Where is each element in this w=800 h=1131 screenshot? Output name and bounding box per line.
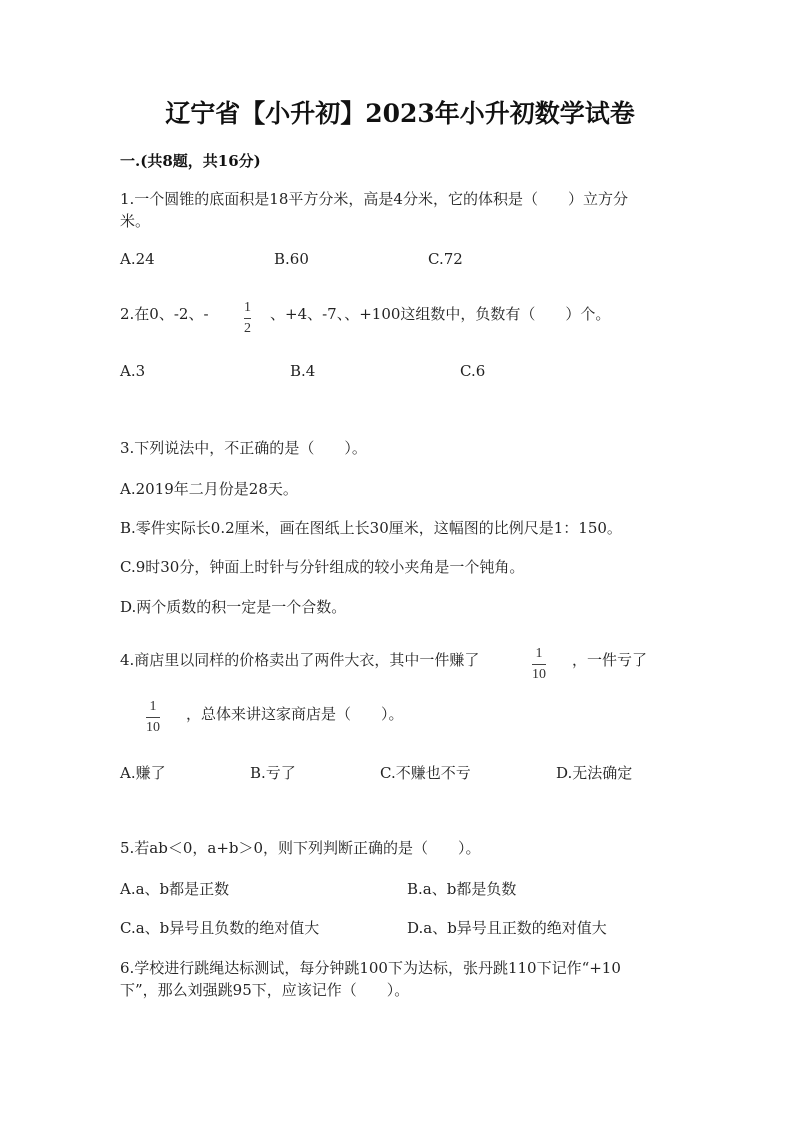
q2-option-c: C.6 — [460, 362, 486, 380]
q2-option-a: A.3 — [120, 362, 146, 380]
q6-stem-line1: 6.学校进行跳绳达标测试，每分钟跳100下为达标，张丹跳110下记作“+10 — [120, 959, 621, 977]
q2-fraction-numerator: 1 — [244, 300, 251, 315]
q4-fraction-1-denominator: 10 — [532, 667, 546, 682]
section-header: 一.(共8题，共16分) — [120, 152, 261, 170]
q2-stem-before: 2.在0、-2、- — [120, 305, 209, 323]
q4-option-b: B.亏了 — [250, 764, 296, 782]
q1-stem-line2: 米。 — [120, 212, 151, 230]
q3-option-b: B.零件实际长0.2厘米，画在图纸上长30厘米，这幅图的比例尺是1：150。 — [120, 519, 622, 537]
q3-option-d: D.两个质数的积一定是一个合数。 — [120, 598, 347, 616]
q1-option-c: C.72 — [428, 250, 463, 268]
q5-option-b: B.a、b都是负数 — [407, 880, 517, 898]
q2-fraction-denominator: 2 — [244, 321, 251, 336]
q5-stem: 5.若ab＜0，a+b＞0，则下列判断正确的是（ ）。 — [120, 839, 481, 857]
q1-option-a: A.24 — [120, 250, 155, 268]
q2-option-b: B.4 — [290, 362, 316, 380]
q3-option-c: C.9时30分，钟面上时针与分针组成的较小夹角是一个钝角。 — [120, 558, 525, 576]
q4-fraction-1-numerator: 1 — [535, 646, 543, 661]
q4-stem-before: 4.商店里以同样的价格卖出了两件大衣，其中一件赚了 — [120, 651, 480, 669]
q3-option-a: A.2019年二月份是28天。 — [120, 480, 298, 498]
q1-stem-line1: 1.一个圆锥的底面积是18平方分米，高是4分米，它的体积是（ ）立方分 — [120, 190, 628, 208]
exam-title: 辽宁省【小升初】2023年小升初数学试卷 — [165, 99, 635, 128]
q4-fraction-2-numerator: 1 — [149, 699, 157, 714]
q2-fraction — [244, 296, 251, 336]
q1-option-b: B.60 — [274, 250, 309, 268]
q4-fraction-2 — [146, 695, 160, 735]
q4-fraction-2-denominator: 10 — [146, 720, 160, 735]
q4-stem-after: ，总体来讲这家商店是（ ）。 — [186, 705, 404, 723]
q2-stem-after: 、+4、-7、、+100这组数中，负数有（ ）个。 — [270, 305, 611, 323]
q5-option-a: A.a、b都是正数 — [120, 880, 230, 898]
q4-stem-middle: ，一件亏了 — [572, 651, 648, 669]
q5-option-c: C.a、b异号且负数的绝对值大 — [120, 919, 320, 937]
q6-stem-line2: 下”，那么刘强跳95下，应该记作（ ）。 — [120, 981, 410, 999]
q4-option-a: A.赚了 — [120, 764, 166, 782]
q5-option-d: D.a、b异号且正数的绝对值大 — [407, 919, 607, 937]
q4-fraction-1 — [532, 642, 546, 682]
q4-option-d: D.无法确定 — [556, 764, 633, 782]
q3-stem: 3.下列说法中，不正确的是（ ）。 — [120, 439, 367, 457]
q4-option-c: C.不赚也不亏 — [380, 764, 471, 782]
